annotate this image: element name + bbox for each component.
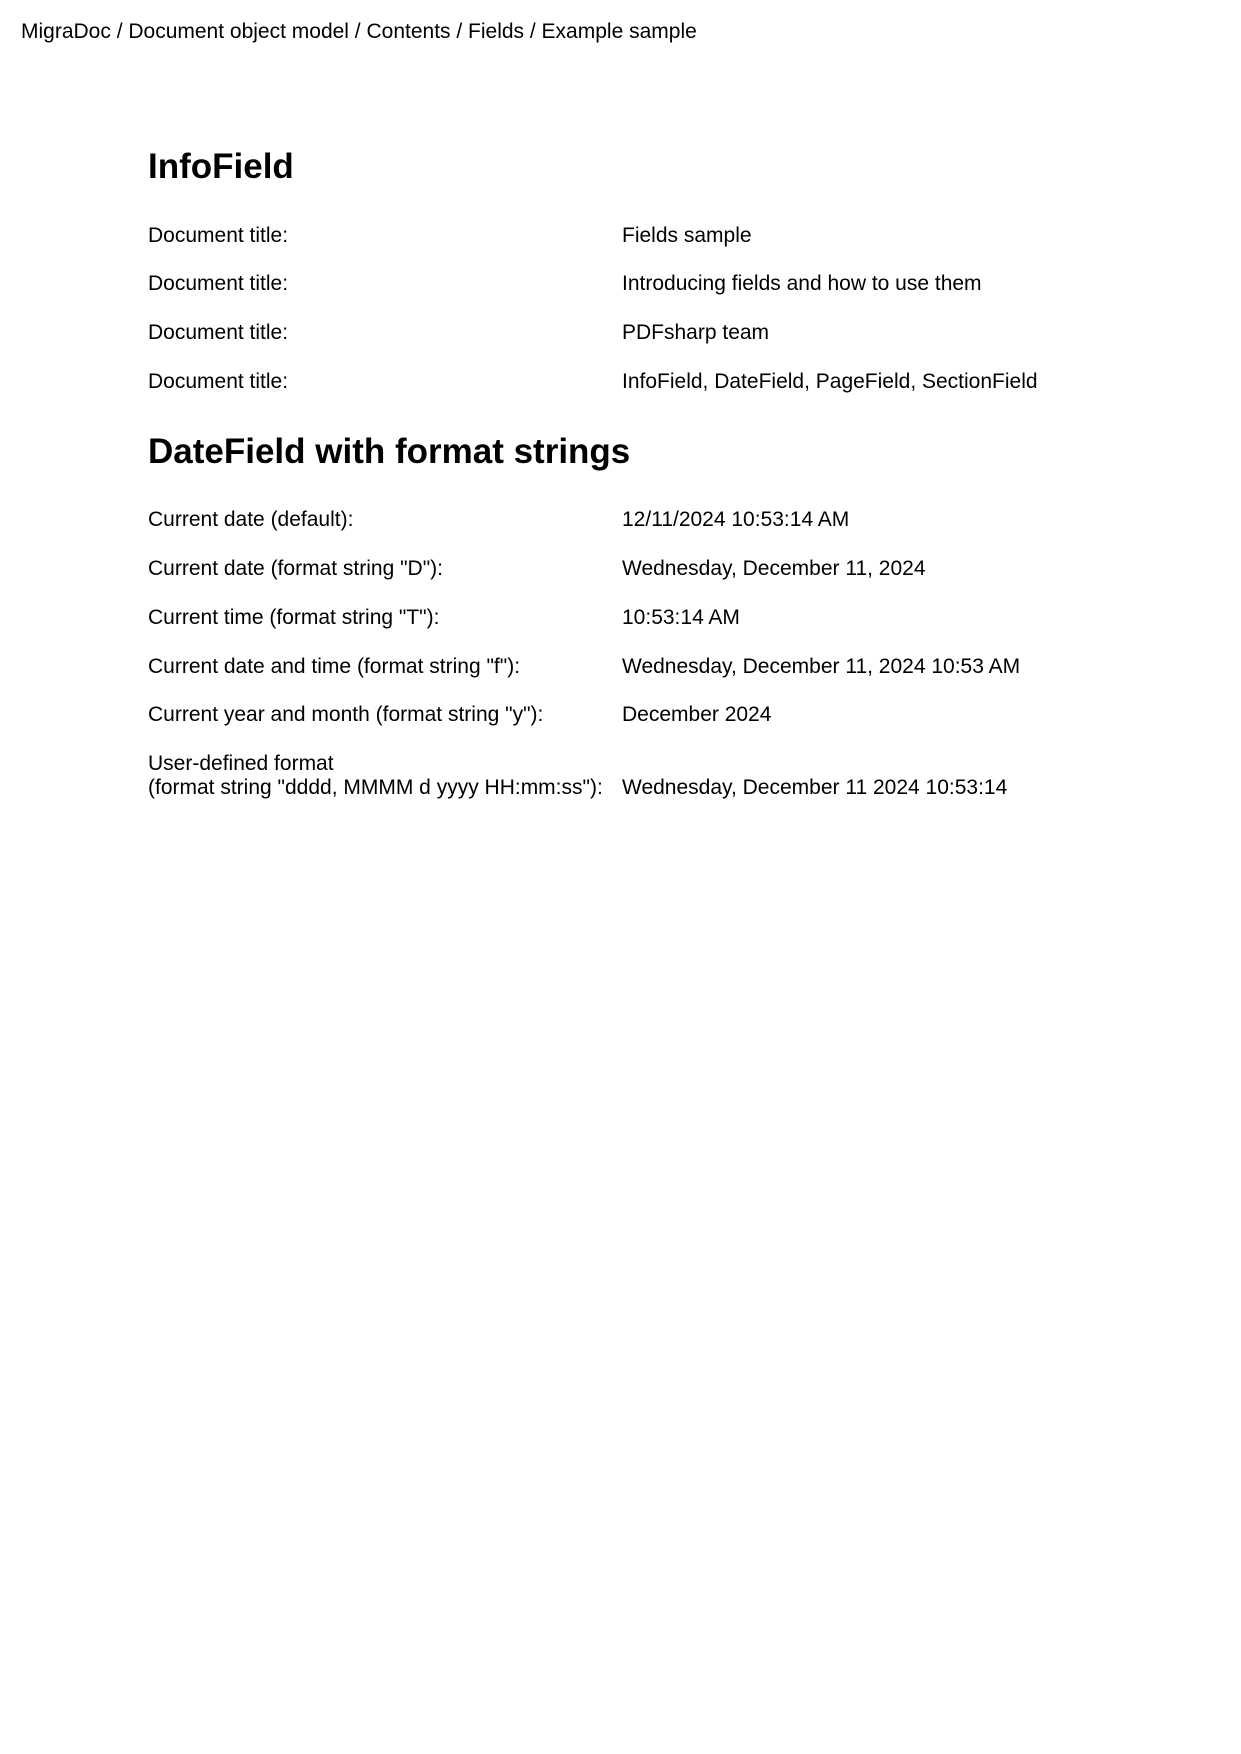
field-label: Current date and time (format string "f"): <box>148 655 521 678</box>
field-value: InfoField, DateField, PageField, SectionField <box>622 370 1038 393</box>
field-label: Current time (format string "T"): <box>148 606 440 629</box>
field-value: Wednesday, December 11, 2024 <box>622 557 926 580</box>
field-label: Document title: <box>148 321 289 344</box>
field-label: Document title: <box>148 224 289 247</box>
field-value: Wednesday, December 11, 2024 10:53 AM <box>622 655 1021 678</box>
breadcrumb: MigraDoc / Document object model / Contents / Fields / Example sample <box>21 20 697 43</box>
section-heading-infofield: InfoField <box>148 147 294 186</box>
field-value: Wednesday, December 11 2024 10:53:14 <box>622 776 1008 799</box>
section-heading-datefield: DateField with format strings <box>148 432 631 471</box>
field-value: PDFsharp team <box>622 321 770 344</box>
field-label: Current date (format string "D"): <box>148 557 443 580</box>
field-label: Current year and month (format string "y"): <box>148 703 544 726</box>
field-value: Fields sample <box>622 224 752 247</box>
field-value: December 2024 <box>622 703 772 726</box>
field-label: Current date (default): <box>148 508 354 531</box>
field-label: Document title: <box>148 272 289 295</box>
field-value: 10:53:14 AM <box>622 606 740 629</box>
field-value: 12/11/2024 10:53:14 AM <box>622 508 850 531</box>
field-label: User-defined format (format string "dddd, MMMM d yyyy HH:mm:ss"): <box>148 752 603 799</box>
field-value: Introducing fields and how to use them <box>622 272 982 295</box>
field-label: Document title: <box>148 370 289 393</box>
